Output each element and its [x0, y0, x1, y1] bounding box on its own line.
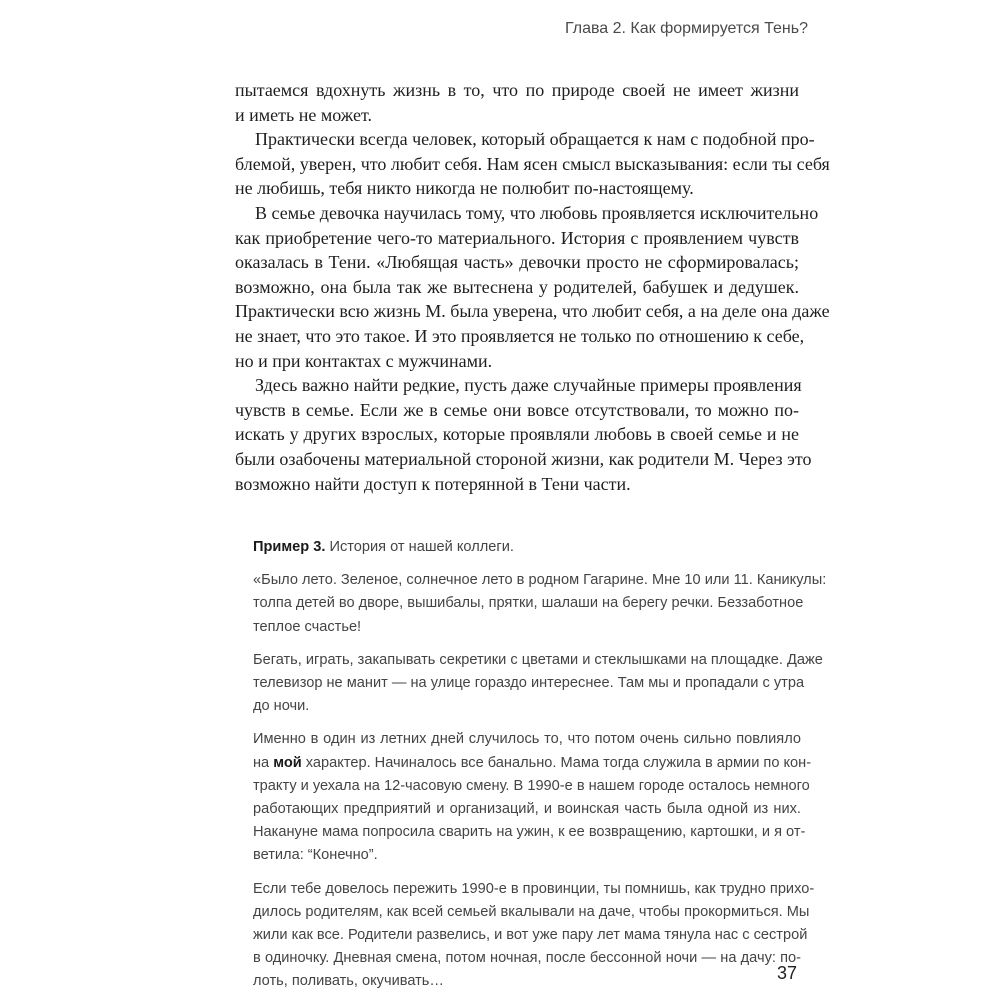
example-label: Пример 3.: [253, 539, 326, 555]
text-line: блемой, уверен, что любит себя. Нам ясен смысл высказывания: если ты себя: [235, 153, 830, 174]
example-paragraph-4: [253, 878, 815, 994]
text-line: жили как все. Родители развелись, и вот уже пару лет мама тянула нас с сестрой: [253, 927, 808, 944]
text-line: как приобретение чего-то материального. История с проявлением чувств: [235, 227, 799, 248]
text-line: Именно в один из летних дней случилось то, что потом очень сильно повлияло: [253, 731, 801, 748]
text-line: в одиночку. Дневная смена, потом ночная, после бессонной ночи — на дачу: по-: [253, 950, 801, 967]
example-paragraph-3: [253, 728, 812, 867]
text-fragment: характер. Начиналось все банально. Мама тогда служила в армии по кон-: [301, 754, 812, 771]
text-line: В семье девочка научилась тому, что любовь проявляется исключительно: [255, 202, 819, 223]
text-line: тракту и уехала на 12-часовую смену. В 1990-е в нашем городе осталось немного: [253, 777, 810, 794]
text-line: Здесь важно найти редкие, пусть даже случайные примеры проявления: [255, 375, 802, 396]
text-line: чувств в семье. Если же в семье они вовсе отсутствовали, то можно по-: [235, 399, 799, 420]
example-heading: [253, 536, 801, 559]
paragraph-2: [235, 127, 830, 201]
text-line: работающих предприятий и организаций, и воинская часть была одной из них.: [253, 801, 801, 818]
text-line: и иметь не может.: [235, 104, 372, 125]
paragraph-3: [235, 201, 830, 373]
text-line: пытаемся вдохнуть жизнь в то, что по природе своей не имеет жизни: [235, 80, 799, 100]
text-line: до ночи.: [253, 698, 310, 715]
text-line: были озабочены материальной стороной жизни, как родители М. Через это: [235, 448, 812, 469]
paragraph-1: [235, 78, 799, 127]
text-line: Если тебе довелось пережить 1990-е в провинции, ты помнишь, как трудно прихо-: [253, 880, 815, 897]
running-header: Глава 2. Как формируется Тень?: [564, 20, 808, 37]
text-line: возможно, она была так же вытеснена у родителей, бабушек и дедушек.: [235, 276, 799, 297]
text-line: не любишь, тебя никто никогда не полюбит по-настоящему.: [235, 178, 694, 199]
main-text: [235, 78, 830, 496]
text-line: теплое счастье!: [253, 618, 362, 635]
text-line-with-emphasis: [253, 752, 812, 775]
paragraph-4: [235, 373, 812, 496]
text-line: Практически всю жизнь М. была уверена, что любит себя, а на деле она даже: [235, 301, 830, 322]
example-block: [253, 536, 827, 994]
text-line: толпа детей во дворе, вышибалы, прятки, шалаши на берегу речки. Беззаботное: [253, 595, 804, 612]
text-fragment: на: [253, 754, 274, 771]
text-line: возможно найти доступ к потерянной в Тени части.: [235, 473, 631, 494]
text-line: Накануне мама попросила сварить на ужин, к ее возвращению, картошки, и я от-: [253, 824, 806, 841]
example-paragraph-2: [253, 649, 823, 719]
text-line: дилось родителям, как всей семьей вкалывали на даче, чтобы прокормиться. Мы: [253, 903, 810, 920]
text-line: «Было лето. Зеленое, солнечное лето в родном Гагарине. Мне 10 или 11. Каникулы:: [253, 572, 827, 589]
text-line: не знает, что это такое. И это проявляется не только по отношению к себе,: [235, 325, 805, 346]
example-intro: История от нашей коллеги.: [325, 539, 514, 555]
text-line: ветила: “Конечно”.: [253, 847, 378, 864]
example-paragraph-1: [253, 569, 827, 639]
text-line: оказалась в Тени. «Любящая часть» девочки просто не сформировалась;: [235, 252, 799, 273]
text-line: лоть, поливать, окучивать…: [253, 973, 445, 990]
text-line: но и при контактах с мужчинами.: [235, 350, 493, 371]
page-number: 37: [777, 963, 798, 983]
text-line: искать у других взрослых, которые проявляли любовь в своей семье и не: [235, 424, 799, 445]
text-line: Практически всегда человек, который обращается к нам с подобной про-: [255, 129, 815, 150]
text-line: Бегать, играть, закапывать секретики с цветами и стеклышками на площадке. Даже: [253, 651, 823, 668]
text-line: телевизор не манит — на улице гораздо интереснее. Там мы и пропадали с утра: [253, 675, 805, 692]
emphasis-word: мой: [273, 754, 302, 771]
